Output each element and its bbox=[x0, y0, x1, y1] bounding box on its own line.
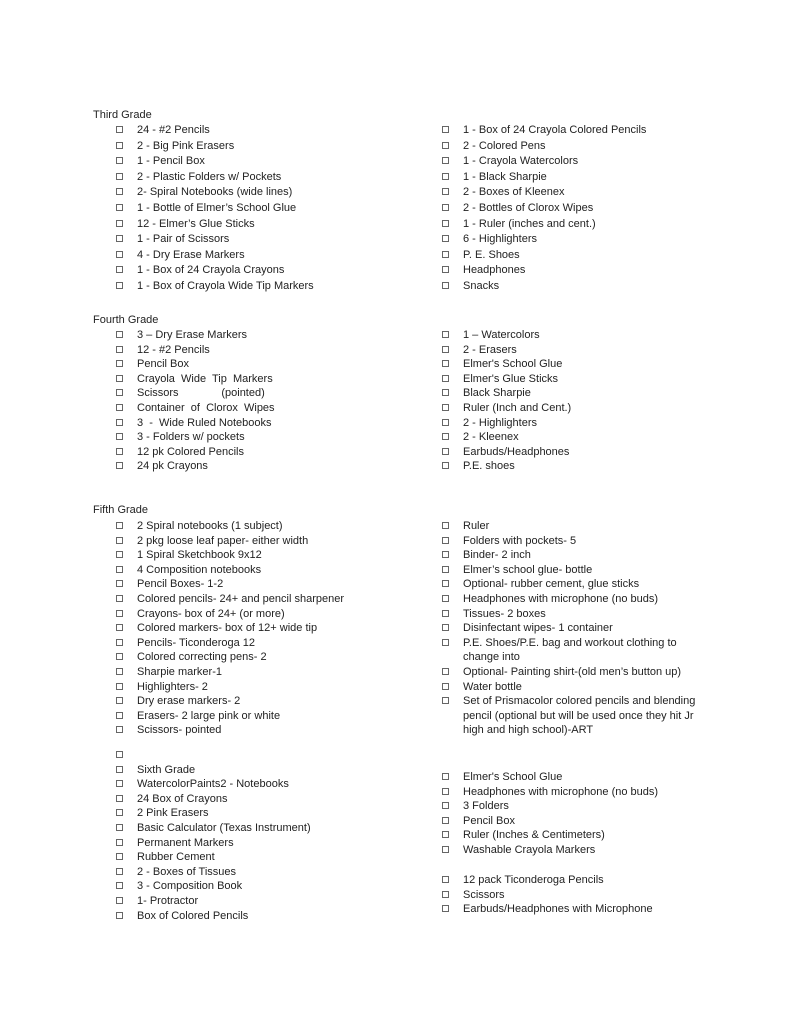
checklist-item bbox=[116, 636, 431, 651]
checklist-item bbox=[116, 865, 431, 880]
empty-checkbox-icon[interactable] bbox=[442, 891, 449, 898]
checklist-item bbox=[116, 607, 431, 622]
checklist-item-label: P.E. Shoes/P.E. bag and workout clothing to change into bbox=[463, 636, 680, 664]
empty-checkbox-icon[interactable] bbox=[116, 853, 123, 860]
checklist-item bbox=[442, 814, 742, 829]
checklist-item bbox=[442, 534, 742, 549]
empty-checkbox-icon[interactable] bbox=[442, 802, 449, 809]
checklist-item-label: Elmer's School Glue bbox=[463, 358, 563, 371]
empty-checkbox-icon[interactable] bbox=[116, 795, 123, 802]
empty-checkbox-icon[interactable] bbox=[116, 809, 123, 816]
empty-checkbox-icon[interactable] bbox=[442, 188, 449, 195]
empty-checkbox-icon[interactable] bbox=[116, 282, 123, 289]
checklist-item-label: 1- Protractor bbox=[137, 894, 199, 907]
empty-checkbox-icon[interactable] bbox=[116, 897, 123, 904]
empty-checkbox-icon[interactable] bbox=[116, 142, 123, 149]
checklist-item bbox=[116, 279, 431, 295]
checklist-item-label: Folders with pockets- 5 bbox=[463, 534, 577, 547]
checklist-item-label: Disinfectant wipes- 1 container bbox=[463, 622, 613, 635]
checklist-item bbox=[116, 806, 431, 821]
empty-checkbox-icon[interactable] bbox=[116, 882, 123, 889]
checklist-item-label: Basic Calculator (Texas Instrument) bbox=[137, 821, 311, 834]
checklist-item-label: Washable Crayola Markers bbox=[463, 843, 596, 856]
checklist-item bbox=[442, 577, 742, 592]
empty-checkbox-icon[interactable] bbox=[442, 404, 449, 411]
empty-checkbox-icon[interactable] bbox=[116, 595, 123, 602]
checklist-item-label: 2 - Plastic Folders w/ Pockets bbox=[137, 170, 282, 183]
checklist-item bbox=[442, 770, 742, 785]
checklist-item bbox=[116, 217, 431, 233]
checklist-item-label: WatercolorPaints2 - Notebooks bbox=[137, 778, 289, 791]
checklist-item bbox=[442, 665, 742, 680]
checklist-item bbox=[116, 792, 431, 807]
empty-checkbox-icon[interactable] bbox=[116, 157, 123, 164]
empty-checkbox-icon[interactable] bbox=[442, 220, 449, 227]
checklist-item-label: 2 Pink Erasers bbox=[137, 807, 209, 820]
empty-checkbox-icon[interactable] bbox=[116, 712, 123, 719]
checklist-item bbox=[116, 694, 431, 709]
empty-checkbox-icon[interactable] bbox=[116, 726, 123, 733]
checklist-item bbox=[442, 185, 742, 201]
checklist-item-label: 3 - Folders w/ pockets bbox=[137, 431, 245, 444]
empty-checkbox-icon[interactable] bbox=[116, 566, 123, 573]
sixth-grade-left-list bbox=[116, 748, 431, 923]
checklist-item bbox=[116, 894, 431, 909]
empty-checkbox-icon[interactable] bbox=[116, 610, 123, 617]
empty-checkbox-icon[interactable] bbox=[116, 462, 123, 469]
empty-checkbox-icon[interactable] bbox=[116, 580, 123, 587]
checklist-item bbox=[442, 785, 742, 800]
checklist-item-label: 4 - Dry Erase Markers bbox=[137, 248, 245, 261]
third-grade-heading: Third Grade bbox=[93, 109, 152, 121]
empty-checkbox-icon[interactable] bbox=[116, 683, 123, 690]
checklist-item bbox=[116, 723, 431, 738]
empty-checkbox-icon[interactable] bbox=[116, 551, 123, 558]
checklist-item-label: 2 pkg loose leaf paper- either width bbox=[137, 534, 309, 547]
checklist-item bbox=[116, 139, 431, 155]
checklist-item-label: Water bottle bbox=[463, 680, 522, 693]
checklist-item-label: Colored pencils- 24+ and pencil sharpener bbox=[137, 592, 344, 605]
empty-checkbox-icon[interactable] bbox=[116, 624, 123, 631]
empty-checkbox-icon[interactable] bbox=[442, 173, 449, 180]
empty-checkbox-icon[interactable] bbox=[442, 846, 449, 853]
empty-checkbox-icon[interactable] bbox=[116, 668, 123, 675]
checklist-item bbox=[116, 577, 431, 592]
checklist-item-label: Elmer's School Glue bbox=[463, 771, 563, 783]
empty-checkbox-icon[interactable] bbox=[442, 668, 449, 675]
empty-checkbox-icon[interactable] bbox=[442, 266, 449, 273]
checklist-item bbox=[116, 821, 431, 836]
empty-checkbox-icon[interactable] bbox=[442, 817, 449, 824]
empty-checkbox-icon[interactable] bbox=[116, 839, 123, 846]
checklist-item bbox=[442, 607, 742, 622]
checklist-item bbox=[116, 170, 431, 186]
empty-checkbox-icon[interactable] bbox=[116, 375, 123, 382]
checklist-item-label: Optional- rubber cement, glue sticks bbox=[463, 578, 640, 591]
checklist-item bbox=[116, 343, 431, 358]
empty-checkbox-icon[interactable] bbox=[116, 235, 123, 242]
fourth-grade-left-list bbox=[116, 328, 431, 474]
checklist-item-label: 1 - Box of 24 Crayola Colored Pencils bbox=[463, 124, 647, 136]
empty-checkbox-icon[interactable] bbox=[442, 204, 449, 211]
checklist-item bbox=[116, 879, 431, 894]
empty-checkbox-icon[interactable] bbox=[116, 188, 123, 195]
empty-checkbox-icon[interactable] bbox=[116, 639, 123, 646]
checklist-item-label: Pencil Boxes- 1-2 bbox=[137, 578, 224, 591]
checklist-item bbox=[116, 534, 431, 549]
checklist-item bbox=[442, 201, 742, 217]
checklist-item-label: 1 - Pencil Box bbox=[137, 155, 205, 168]
checklist-item bbox=[442, 154, 742, 170]
checklist-item bbox=[116, 763, 431, 778]
empty-checkbox-icon[interactable] bbox=[442, 683, 449, 690]
checklist-item bbox=[442, 263, 742, 279]
checklist-item-label: Headphones with microphone (no buds) bbox=[463, 785, 659, 798]
fourth-grade-heading: Fourth Grade bbox=[93, 314, 159, 326]
checklist-item bbox=[442, 386, 742, 401]
checklist-item bbox=[116, 357, 431, 372]
checklist-item-label: Erasers- 2 large pink or white bbox=[137, 709, 281, 722]
checklist-item bbox=[116, 709, 431, 724]
empty-checkbox-icon[interactable] bbox=[442, 389, 449, 396]
checklist-item-label: 24 Box of Crayons bbox=[137, 792, 228, 805]
checklist-item bbox=[116, 748, 431, 763]
sixth-grade-right-list-a bbox=[442, 770, 742, 858]
checklist-item bbox=[116, 459, 431, 474]
checklist-item bbox=[442, 799, 742, 814]
empty-checkbox-icon[interactable] bbox=[442, 235, 449, 242]
empty-checkbox-icon[interactable] bbox=[442, 251, 449, 258]
empty-checkbox-icon[interactable] bbox=[116, 697, 123, 704]
checklist-item bbox=[116, 592, 431, 607]
checklist-item-label: Scissors bbox=[463, 888, 505, 901]
checklist-item-label: 2 - Kleenex bbox=[463, 431, 519, 444]
checklist-item-label: 1 – Watercolors bbox=[463, 329, 540, 341]
checklist-item bbox=[116, 519, 431, 534]
checklist-item-label: 1 - Box of Crayola Wide Tip Markers bbox=[137, 279, 314, 292]
checklist-item bbox=[442, 170, 742, 186]
checklist-item-label: Colored markers- box of 12+ wide tip bbox=[137, 622, 318, 635]
fourth-grade-right-list bbox=[442, 328, 742, 474]
checklist-item bbox=[442, 123, 742, 139]
checklist-item bbox=[442, 519, 742, 534]
empty-checkbox-icon[interactable] bbox=[116, 419, 123, 426]
checklist-item-label: Ruler (Inch and Cent.) bbox=[463, 401, 572, 414]
checklist-item bbox=[116, 909, 431, 924]
checklist-item bbox=[442, 139, 742, 155]
empty-checkbox-icon[interactable] bbox=[442, 433, 449, 440]
checklist-item-label: Crayons- box of 24+ (or more) bbox=[137, 607, 285, 620]
empty-checkbox-icon[interactable] bbox=[116, 522, 123, 529]
empty-checkbox-icon[interactable] bbox=[442, 905, 449, 912]
checklist-item-label: Highlighters- 2 bbox=[137, 680, 208, 693]
empty-checkbox-icon[interactable] bbox=[442, 551, 449, 558]
empty-checkbox-icon[interactable] bbox=[116, 346, 123, 353]
empty-checkbox-icon[interactable] bbox=[442, 537, 449, 544]
checklist-item bbox=[116, 386, 431, 401]
empty-checkbox-icon[interactable] bbox=[116, 766, 123, 773]
empty-checkbox-icon[interactable] bbox=[442, 142, 449, 149]
checklist-item bbox=[116, 548, 431, 563]
checklist-item-label: 2 - Bottles of Clorox Wipes bbox=[463, 201, 594, 214]
checklist-item bbox=[116, 123, 431, 139]
checklist-item bbox=[442, 217, 742, 233]
checklist-item-label: Container of Clorox Wipes bbox=[137, 401, 275, 414]
empty-checkbox-icon[interactable] bbox=[442, 126, 449, 133]
empty-checkbox-icon[interactable] bbox=[116, 126, 123, 133]
checklist-item-label: 2 - Boxes of Kleenex bbox=[463, 186, 565, 199]
checklist-item-label: Dry erase markers- 2 bbox=[137, 695, 241, 708]
checklist-item bbox=[442, 548, 742, 563]
checklist-item bbox=[442, 416, 742, 431]
empty-checkbox-icon[interactable] bbox=[116, 251, 123, 258]
checklist-item-label: Headphones with microphone (no buds) bbox=[463, 592, 659, 605]
checklist-item-label: Tissues- 2 boxes bbox=[463, 607, 546, 620]
empty-checkbox-icon[interactable] bbox=[442, 788, 449, 795]
empty-checkbox-icon[interactable] bbox=[116, 389, 123, 396]
empty-checkbox-icon[interactable] bbox=[442, 462, 449, 469]
checklist-item bbox=[442, 343, 742, 358]
checklist-item-label: Earbuds/Headphones with Microphone bbox=[463, 903, 653, 916]
empty-checkbox-icon[interactable] bbox=[116, 173, 123, 180]
empty-checkbox-icon[interactable] bbox=[442, 639, 449, 646]
checklist-item bbox=[442, 357, 742, 372]
checklist-item-label: Permanent Markers bbox=[137, 836, 234, 849]
checklist-item-label: Pencils- Ticonderoga 12 bbox=[137, 636, 256, 649]
checklist-item-label: 2 - Big Pink Erasers bbox=[137, 139, 235, 152]
checklist-item bbox=[116, 201, 431, 217]
checklist-item bbox=[116, 665, 431, 680]
checklist-item-label: Rubber Cement bbox=[137, 851, 215, 864]
checklist-item bbox=[116, 185, 431, 201]
checklist-item bbox=[442, 372, 742, 387]
checklist-item-label: 1 - Black Sharpie bbox=[463, 170, 547, 183]
empty-checkbox-icon[interactable] bbox=[116, 824, 123, 831]
checklist-item-label: 12 pk Colored Pencils bbox=[137, 445, 245, 458]
third-grade-left-list bbox=[116, 123, 431, 295]
checklist-item-label: 1 - Ruler (inches and cent.) bbox=[463, 217, 596, 230]
empty-checkbox-icon[interactable] bbox=[116, 204, 123, 211]
checklist-item-label: 1 - Bottle of Elmer’s School Glue bbox=[137, 201, 297, 214]
checklist-item-label: Black Sharpie bbox=[463, 387, 531, 400]
checklist-item-label: 1 Spiral Sketchbook 9x12 bbox=[137, 549, 262, 562]
checklist-item-label: 24 - #2 Pencils bbox=[137, 124, 210, 136]
checklist-item bbox=[116, 328, 431, 343]
checklist-item bbox=[116, 232, 431, 248]
empty-checkbox-icon[interactable] bbox=[442, 595, 449, 602]
checklist-item bbox=[442, 680, 742, 695]
checklist-item bbox=[116, 430, 431, 445]
checklist-item bbox=[116, 850, 431, 865]
sixth-grade-right-list-b bbox=[442, 873, 742, 917]
checklist-item-label: 2- Spiral Notebooks (wide lines) bbox=[137, 186, 293, 199]
checklist-item-label: Crayola Wide Tip Markers bbox=[137, 372, 273, 385]
checklist-item-label: Scissors (pointed) bbox=[137, 387, 265, 400]
checklist-item bbox=[442, 828, 742, 843]
checklist-item bbox=[116, 621, 431, 636]
checklist-item bbox=[442, 694, 742, 738]
third-grade-right-list bbox=[442, 123, 742, 295]
checklist-item-label: Ruler (Inches & Centimeters) bbox=[463, 829, 605, 842]
empty-checkbox-icon[interactable] bbox=[116, 912, 123, 919]
checklist-item-label: 4 Composition notebooks bbox=[137, 563, 262, 576]
checklist-item-label: 3 - Composition Book bbox=[137, 880, 243, 893]
empty-checkbox-icon[interactable] bbox=[116, 220, 123, 227]
checklist-item-label: 1 - Pair of Scissors bbox=[137, 233, 230, 246]
checklist-item bbox=[116, 777, 431, 792]
checklist-item-label: 6 - Highlighters bbox=[463, 233, 537, 246]
empty-checkbox-icon[interactable] bbox=[442, 566, 449, 573]
checklist-item bbox=[116, 154, 431, 170]
checklist-item-label: Box of Colored Pencils bbox=[137, 909, 249, 922]
empty-checkbox-icon[interactable] bbox=[442, 448, 449, 455]
empty-checkbox-icon[interactable] bbox=[116, 448, 123, 455]
empty-checkbox-icon[interactable] bbox=[116, 433, 123, 440]
checklist-item-label: Elmer's Glue Sticks bbox=[463, 372, 559, 385]
empty-checkbox-icon[interactable] bbox=[442, 375, 449, 382]
checklist-item-label: 1 - Box of 24 Crayola Crayons bbox=[137, 264, 285, 277]
empty-checkbox-icon[interactable] bbox=[442, 580, 449, 587]
checklist-item-label: Earbuds/Headphones bbox=[463, 445, 570, 458]
empty-checkbox-icon[interactable] bbox=[116, 266, 123, 273]
checklist-item bbox=[442, 232, 742, 248]
checklist-item-label: Elmer’s school glue- bottle bbox=[463, 563, 593, 576]
checklist-item bbox=[116, 263, 431, 279]
empty-checkbox-icon[interactable] bbox=[442, 360, 449, 367]
checklist-item bbox=[116, 680, 431, 695]
checklist-item bbox=[442, 563, 742, 578]
empty-checkbox-icon[interactable] bbox=[442, 419, 449, 426]
checklist-item bbox=[442, 621, 742, 636]
fifth-grade-left-list bbox=[116, 519, 431, 738]
checklist-item-label: Scissors- pointed bbox=[137, 724, 222, 737]
checklist-item bbox=[442, 279, 742, 295]
checklist-item-label: 3 – Dry Erase Markers bbox=[137, 329, 248, 341]
checklist-item-label: P. E. Shoes bbox=[463, 248, 520, 261]
checklist-item bbox=[116, 563, 431, 578]
checklist-item bbox=[442, 902, 742, 917]
empty-checkbox-icon[interactable] bbox=[116, 653, 123, 660]
empty-checkbox-icon[interactable] bbox=[442, 331, 449, 338]
empty-checkbox-icon[interactable] bbox=[442, 282, 449, 289]
checklist-item bbox=[442, 401, 742, 416]
checklist-item-label: 3 - Wide Ruled Notebooks bbox=[137, 416, 272, 429]
checklist-item bbox=[116, 401, 431, 416]
checklist-item-label: Snacks bbox=[463, 279, 500, 292]
empty-checkbox-icon[interactable] bbox=[442, 697, 449, 704]
checklist-item bbox=[442, 636, 742, 665]
checklist-item bbox=[442, 430, 742, 445]
empty-checkbox-icon[interactable] bbox=[442, 624, 449, 631]
checklist-item bbox=[116, 372, 431, 387]
empty-checkbox-icon[interactable] bbox=[442, 157, 449, 164]
empty-checkbox-icon[interactable] bbox=[442, 831, 449, 838]
checklist-item bbox=[442, 248, 742, 264]
checklist-item-label: 1 - Crayola Watercolors bbox=[463, 155, 579, 168]
empty-checkbox-icon[interactable] bbox=[116, 868, 123, 875]
checklist-item-label: 12 - #2 Pencils bbox=[137, 343, 210, 356]
empty-checkbox-icon[interactable] bbox=[116, 751, 123, 758]
checklist-item bbox=[116, 416, 431, 431]
empty-checkbox-icon[interactable] bbox=[442, 876, 449, 883]
empty-checkbox-icon[interactable] bbox=[442, 522, 449, 529]
checklist-item bbox=[442, 592, 742, 607]
empty-checkbox-icon[interactable] bbox=[116, 404, 123, 411]
checklist-item-label: 24 pk Crayons bbox=[137, 460, 208, 473]
fifth-grade-right-list bbox=[442, 519, 742, 738]
empty-checkbox-icon[interactable] bbox=[116, 360, 123, 367]
checklist-item bbox=[116, 445, 431, 460]
checklist-item-label: Ruler bbox=[463, 520, 490, 532]
checklist-item-label: Sixth Grade bbox=[137, 763, 196, 776]
checklist-item-label: Headphones bbox=[463, 264, 526, 277]
checklist-item bbox=[442, 843, 742, 858]
empty-checkbox-icon[interactable] bbox=[116, 780, 123, 787]
empty-checkbox-icon[interactable] bbox=[116, 537, 123, 544]
checklist-item-label: 12 - Elmer’s Glue Sticks bbox=[137, 217, 255, 230]
empty-checkbox-icon[interactable] bbox=[442, 346, 449, 353]
checklist-item bbox=[442, 459, 742, 474]
checklist-item-label: 2 - Erasers bbox=[463, 343, 517, 356]
empty-checkbox-icon[interactable] bbox=[442, 610, 449, 617]
checklist-item bbox=[116, 248, 431, 264]
checklist-item-label: Optional- Painting shirt-(old men’s button up) bbox=[463, 665, 682, 678]
checklist-item-label: P.E. shoes bbox=[463, 460, 515, 473]
checklist-item-label: 2 - Colored Pens bbox=[463, 139, 546, 152]
empty-checkbox-icon[interactable] bbox=[116, 331, 123, 338]
checklist-item bbox=[116, 836, 431, 851]
checklist-item bbox=[116, 650, 431, 665]
checklist-item-label: Pencil Box bbox=[463, 814, 515, 827]
checklist-item-label: 12 pack Ticonderoga Pencils bbox=[463, 874, 604, 886]
checklist-item bbox=[442, 873, 742, 888]
fifth-grade-heading: Fifth Grade bbox=[93, 504, 149, 516]
checklist-item bbox=[442, 888, 742, 903]
checklist-item-label: Set of Prismacolor colored pencils and blending pencil (optional but will be used once they hit Jr high and high school)-ART bbox=[463, 695, 699, 737]
checklist-item bbox=[442, 328, 742, 343]
checklist-item-label: 2 - Boxes of Tissues bbox=[137, 865, 237, 878]
checklist-item-label: Pencil Box bbox=[137, 358, 189, 371]
checklist-item-label: Sharpie marker-1 bbox=[137, 665, 222, 678]
checklist-item-label: Colored correcting pens- 2 bbox=[137, 651, 267, 664]
empty-checkbox-icon[interactable] bbox=[442, 773, 449, 780]
checklist-item-label: 2 Spiral notebooks (1 subject) bbox=[137, 520, 283, 532]
checklist-item-label: 2 - Highlighters bbox=[463, 416, 537, 429]
checklist-item-label: Binder- 2 inch bbox=[463, 549, 531, 562]
checklist-item-label: 3 Folders bbox=[463, 800, 509, 813]
checklist-item bbox=[442, 445, 742, 460]
